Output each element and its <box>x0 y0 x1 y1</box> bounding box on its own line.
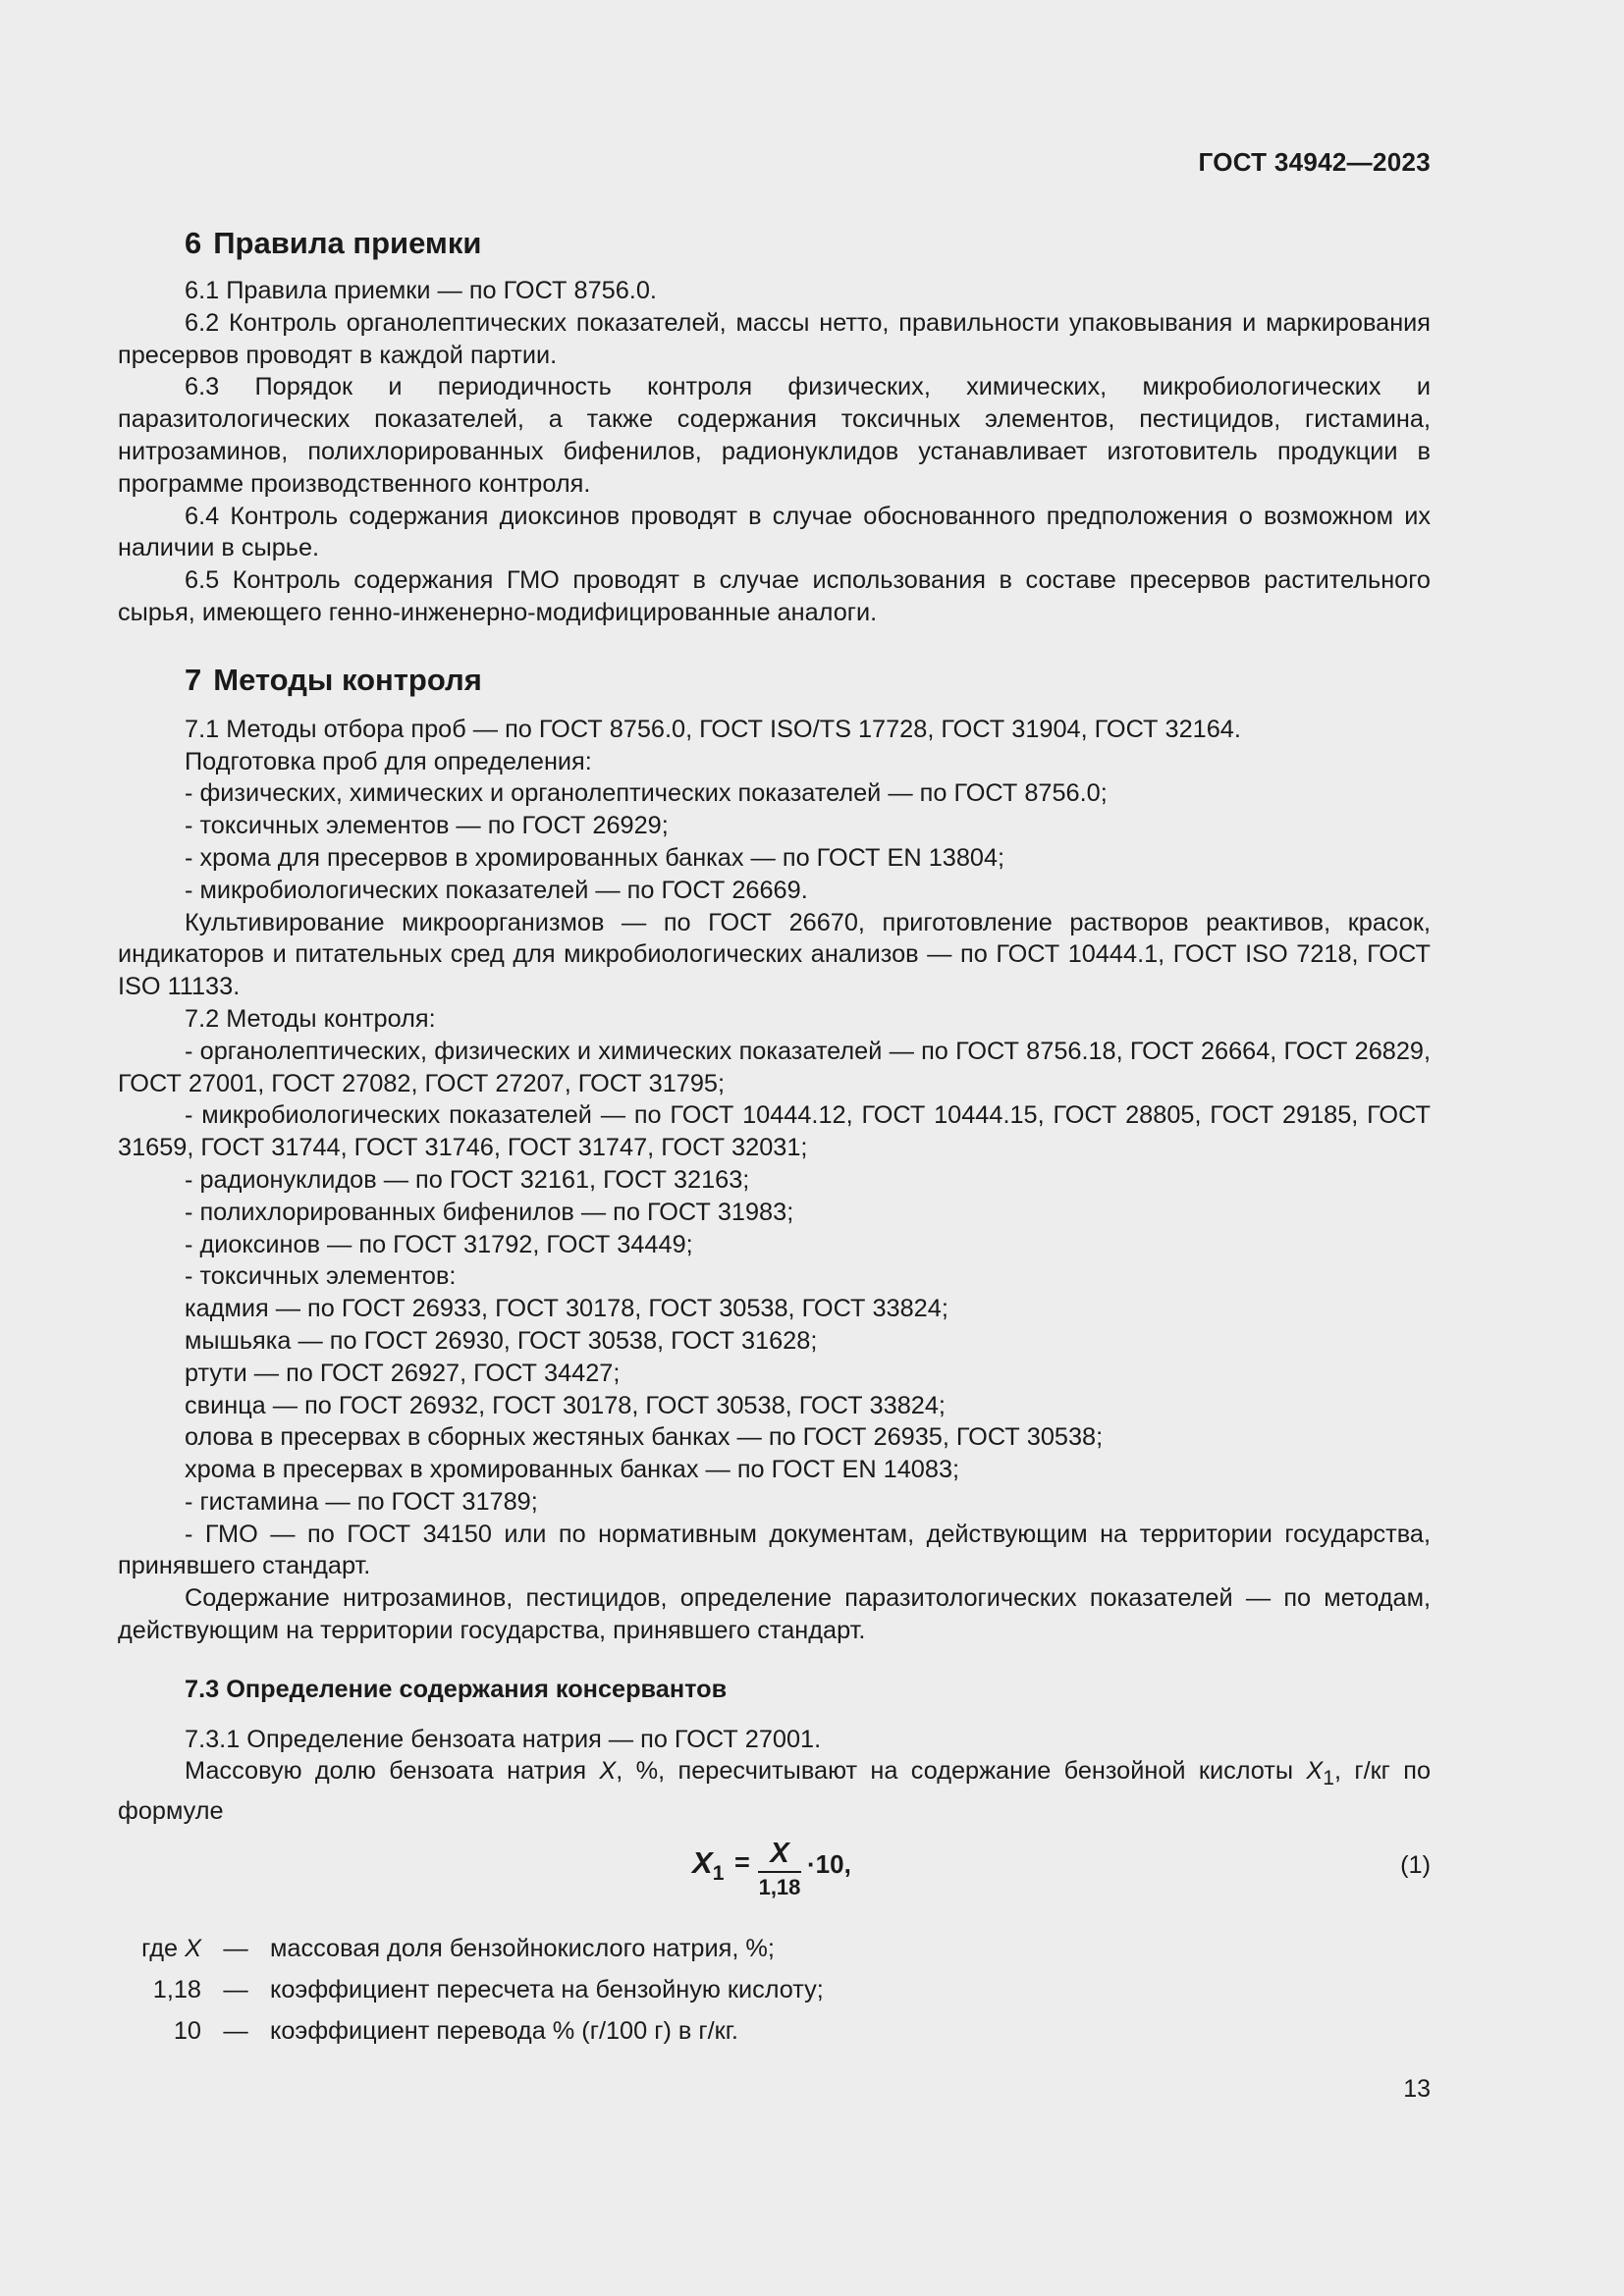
sub-list-item: олова в пресервах в сборных жестяных банках — по ГОСТ 26935, ГОСТ 30538; <box>185 1423 1104 1452</box>
formula-denominator: 1,18 <box>758 1875 801 1900</box>
formula-1 <box>118 1838 1431 1908</box>
document-header: ГОСТ 34942—2023 <box>1198 147 1431 177</box>
fraction-bar <box>758 1871 801 1873</box>
section-number: 7 <box>185 662 202 697</box>
paragraph-6-5: 6.5 Контроль содержания ГМО проводят в случае использования в составе пресервов растительного сырья, имеющего генно-инженерно-модифицированные аналоги. <box>118 566 1431 626</box>
variable-x: X <box>599 1757 617 1786</box>
section-number: 6 <box>185 226 202 260</box>
section-7-heading <box>185 659 1431 702</box>
section-title: Правила приемки <box>213 226 482 260</box>
formula-legend <box>118 1928 1431 2052</box>
list-item: - микробиологических показателей — по ГОСТ 26669. <box>185 876 808 904</box>
paragraph-6-1: 6.1 Правила приемки — по ГОСТ 8756.0. <box>185 277 657 304</box>
document-body <box>118 222 1431 2052</box>
list-intro: Подготовка проб для определения: <box>185 747 592 775</box>
page-number: 13 <box>1403 2075 1431 2103</box>
section-title: Методы контроля <box>213 662 482 697</box>
legend-row: 10 — коэффициент перевода % (г/100 г) в г/кг. <box>173 2017 738 2046</box>
list-item: - ГМО — по ГОСТ 34150 или по нормативным документам, действующим на территории государства, принявшего стандарт. <box>118 1520 1431 1580</box>
paragraph-mass-fraction: Массовую долю бензоата натрия X, %, пересчитывают на содержание бензойной кислоты $X_1$, г/кг по формуле <box>118 1757 1432 1826</box>
sub-list-item: ртути — по ГОСТ 26927, ГОСТ 34427; <box>185 1359 621 1387</box>
formula-lhs: $X_1$ <box>692 1845 725 1886</box>
list-item: - гистамина — по ГОСТ 31789; <box>185 1487 538 1516</box>
legend-row: где X — массовая доля бензойнокислого натрия, %; <box>141 1935 775 1963</box>
list-item: - микробиологических показателей — по ГОСТ 10444.12, ГОСТ 10444.15, ГОСТ 28805, ГОСТ 29185, ГОСТ 31659, ГОСТ 31744, ГОСТ 31746, ГОСТ 31747, ГОСТ 32031; <box>118 1101 1431 1162</box>
paragraph-7-2: 7.2 Методы контроля: <box>185 1004 436 1033</box>
legend-row: 1,18 — коэффициент пересчета на бензойную кислоту; <box>152 1976 824 2004</box>
sub-list-item: свинца — по ГОСТ 26932, ГОСТ 30178, ГОСТ 30538, ГОСТ 33824; <box>185 1391 946 1419</box>
paragraph-cultivation: Культивирование микроорганизмов — по ГОСТ 26670, приготовление растворов реактивов, красок, индикаторов и питательных сред для микробиологических анализов — по ГОСТ 10444.1, ГОСТ ISO 7218, ГОСТ ISO 11133. <box>118 908 1431 1001</box>
paragraph-6-2: 6.2 Контроль органолептических показателей, массы нетто, правильности упаковывания и маркирования пресервов проводят в каждой партии. <box>118 308 1431 369</box>
variable-x1: X <box>1306 1757 1324 1786</box>
formula-numerator: X <box>770 1838 789 1870</box>
paragraph-7-1: 7.1 Методы отбора проб — по ГОСТ 8756.0, ГОСТ ISO/TS 17728, ГОСТ 31904, ГОСТ 32164. <box>185 715 1241 743</box>
formula-number: (1) <box>1400 1851 1431 1880</box>
paragraph-7-3-1: 7.3.1 Определение бензоата натрия — по ГОСТ 27001. <box>185 1725 822 1753</box>
list-item: - физических, химических и органолептических показателей — по ГОСТ 8756.0; <box>185 779 1108 808</box>
formula-equals: = <box>734 1847 750 1878</box>
formula-fraction <box>758 1838 801 1899</box>
subsection-7-3-heading: 7.3 Определение содержания консервантов <box>185 1675 728 1703</box>
list-item: - диоксинов — по ГОСТ 31792, ГОСТ 34449; <box>185 1230 693 1258</box>
paragraph-6-3: 6.3 Порядок и периодичность контроля физических, химических, микробиологических и паразитологических показателей, а также содержания токсичных элементов, пестицидов, гистамина, нитрозаминов, полихлорированных бифенилов, радионуклидов устанавливает изготовитель продукции в программе производственного контроля. <box>118 373 1431 498</box>
list-item: - токсичных элементов: <box>185 1262 457 1291</box>
list-item: - органолептических, физических и химических показателей — по ГОСТ 8756.18, ГОСТ 26664, ГОСТ 26829, ГОСТ 27001, ГОСТ 27082, ГОСТ 27207, ГОСТ 31795; <box>118 1037 1431 1097</box>
sub-list-item: хрома в пресервах в хромированных банках — по ГОСТ EN 14083; <box>185 1456 960 1484</box>
sub-list-item: мышьяка — по ГОСТ 26930, ГОСТ 30538, ГОСТ 31628; <box>185 1326 818 1355</box>
list-item: - токсичных элементов — по ГОСТ 26929; <box>185 812 669 840</box>
section-6-heading <box>185 222 1431 265</box>
list-item: - хрома для пресервов в хромированных банках — по ГОСТ EN 13804; <box>185 843 1005 872</box>
list-item: - радионуклидов — по ГОСТ 32161, ГОСТ 32163; <box>185 1165 750 1194</box>
formula-multiplier: ·10, <box>807 1849 851 1880</box>
paragraph-6-4: 6.4 Контроль содержания диоксинов проводят в случае обоснованного предположения о возможном их наличии в сырье. <box>118 502 1431 562</box>
list-item: - полихлорированных бифенилов — по ГОСТ 31983; <box>185 1198 794 1226</box>
paragraph-nitrosamines: Содержание нитрозаминов, пестицидов, определение паразитологических показателей — по методам, действующим на территории государства, принявшего стандарт. <box>118 1584 1431 1645</box>
sub-list-item: кадмия — по ГОСТ 26933, ГОСТ 30178, ГОСТ 30538, ГОСТ 33824; <box>185 1295 948 1323</box>
